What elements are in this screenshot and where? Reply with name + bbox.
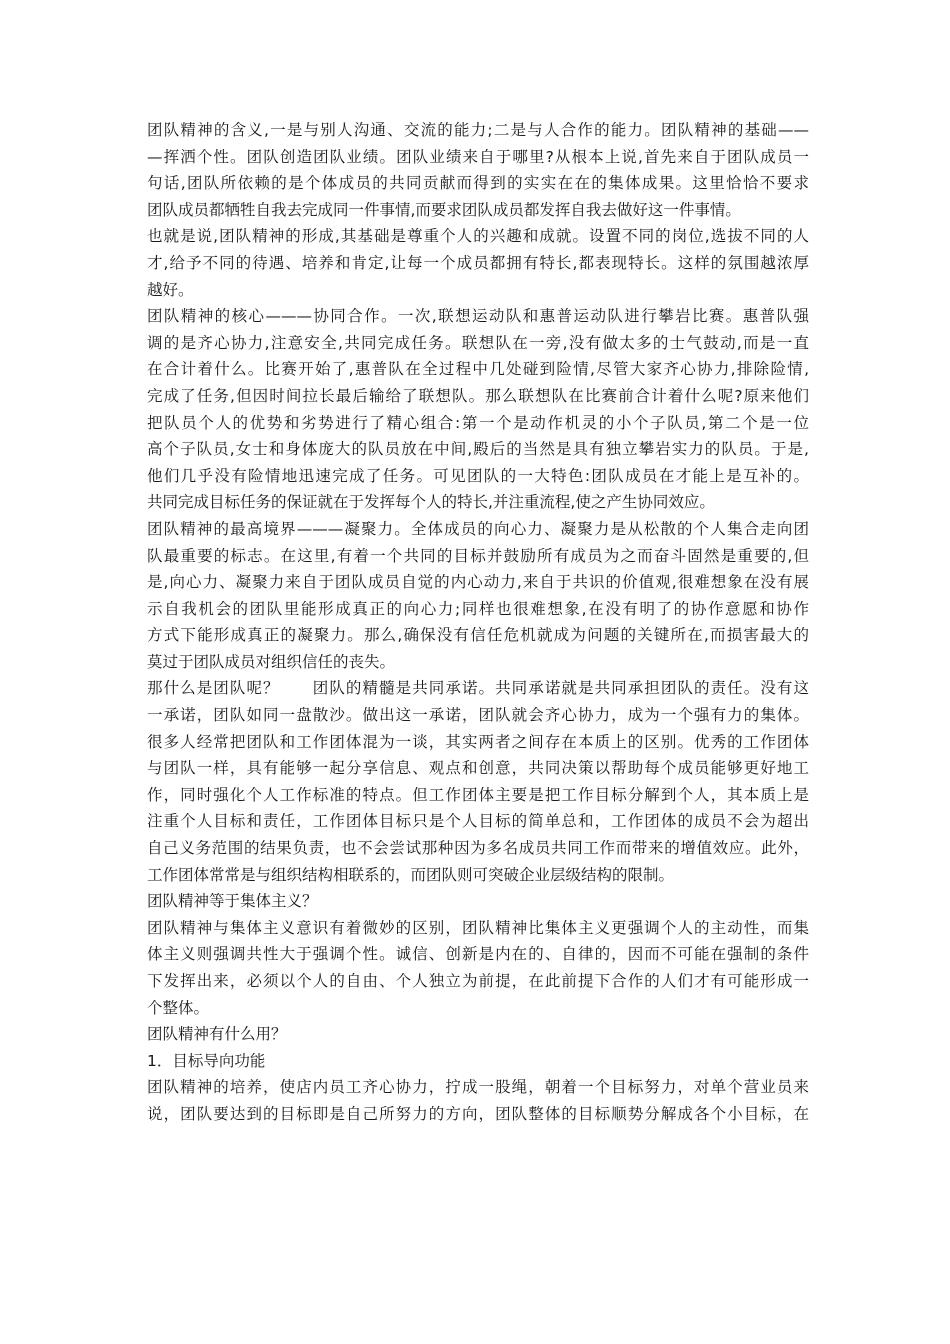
text-line: 队最重要的标志。在这里,有着一个共同的目标并鼓励所有成员为之而奋斗固然是重要的,但 — [147, 546, 809, 565]
text-line: 共同完成目标任务的保证就在于发挥每个人的特长,并注重流程,使之产生协同效应。 — [147, 493, 715, 512]
document-body — [147, 117, 809, 1128]
text-line: 一承诺，团队如同一盘散沙。做出这一承诺，团队就会齐心协力，成为一个强有力的集体。 — [147, 706, 809, 725]
text-line: 工作团体常常是与组织结构相联系的，而团队则可突破企业层级结构的限制。 — [147, 865, 675, 884]
text-line: 与团队一样，具有能够一起分享信息、观点和创意，共同决策以帮助每个成员能够更好地工 — [147, 759, 809, 778]
text-line: 调的是齐心协力,注意安全,共同完成任务。联想队在一旁,没有做太多的士气鼓动,而是一直 — [147, 333, 809, 352]
text-line: 完成了任务,但因时间拉长最后输给了联想队。那么联想队在比赛前合计着什么呢?原来他们 — [147, 386, 809, 405]
text-line: 高个子队员,女士和身体庞大的队员放在中间,殿后的当然是具有独立攀岩实力的队员。于是, — [147, 440, 809, 459]
text-line: 莫过于团队成员对组织信任的丧失。 — [147, 652, 396, 671]
text-line: 团队精神的核心———协同合作。一次,联想运动队和惠普运动队进行攀岩比赛。惠普队强 — [147, 307, 809, 326]
text-line: 作，同时强化个人工作标准的特点。但工作团体主要是把工作目标分解到个人，其本质上是 — [147, 785, 809, 804]
text-line: 在合计着什么。比赛开始了,惠普队在全过程中几处碰到险情,尽管大家齐心协力,排除险情, — [147, 360, 809, 379]
text-line: 团队精神的含义,一是与别人沟通、交流的能力;二是与人合作的能力。团队精神的基础—— — [147, 121, 809, 139]
text-line: 很多人经常把团队和工作团体混为一谈，其实两者之间存在本质上的区别。优秀的工作团体 — [147, 732, 809, 751]
text-line: 下发挥出来，必须以个人的自由、个人独立为前提，在此前提下合作的人们才有可能形成一 — [147, 972, 809, 990]
text-line: 团队成员都牺牲自我去完成同一件事情,而要求团队成员都发挥自我去做好这一件事情。 — [147, 200, 741, 219]
text-line: 团队精神的培养，使店内员工齐心协力，拧成一股绳，朝着一个目标努力，对单个营业员来 — [147, 1078, 809, 1097]
text-line: 注重个人目标和责任，工作团体目标只是个人目标的简单总和，工作团体的成员不会为超出 — [147, 812, 809, 831]
text-line: 示自我机会的团队里能形成真正的向心力;同样也很难想象,在没有明了的协作意愿和协作 — [147, 599, 809, 618]
text-line: 越好。 — [147, 280, 194, 299]
text-line: 个整体。 — [147, 998, 210, 1017]
text-line: 说，团队要达到的目标即是自己所努力的方向，团队整体的目标顺势分解成各个小目标，在 — [147, 1104, 809, 1123]
text-line: 团队精神等于集体主义？ — [147, 892, 318, 911]
text-line: 1．目标导向功能 — [147, 1051, 266, 1070]
text-line: 团队精神的最高境界———凝聚力。全体成员的向心力、凝聚力是从松散的个人集合走向团 — [147, 519, 809, 538]
text-line: 把队员个人的优势和劣势进行了精心组合:第一个是动作机灵的小个子队员,第二个是一位 — [147, 413, 809, 432]
text-line: —挥洒个性。团队创造团队业绩。团队业绩来自于哪里?从根本上说,首先来自于团队成员一 — [147, 147, 809, 166]
text-line: 方式下能形成真正的凝聚力。那么,确保没有信任危机就成为问题的关键所在,而损害最大的 — [147, 626, 809, 645]
text-line: 才,给予不同的待遇、培养和肯定,让每一个成员都拥有特长,都表现特长。这样的氛围越浓厚 — [147, 253, 809, 272]
text-line: 也就是说,团队精神的形成,其基础是尊重个人的兴趣和成就。设置不同的岗位,选拔不同的人 — [147, 227, 809, 246]
text-line: 是,向心力、凝聚力来自于团队成员自觉的内心动力,来自于共识的价值观,很难想象在没有展 — [147, 573, 809, 592]
text-line: 团队精神有什么用？ — [147, 1025, 287, 1044]
text-line: 团队精神与集体主义意识有着微妙的区别，团队精神比集体主义更强调个人的主动性，而集 — [147, 918, 809, 937]
text-line: 那什么是团队呢？ 团队的精髓是共同承诺。共同承诺就是共同承担团队的责任。没有这 — [147, 679, 809, 698]
text-line: 体主义则强调共性大于强调个性。诚信、创新是内在的、自律的，因而不可能在强制的条件 — [147, 945, 809, 964]
text-line: 他们几乎没有险情地迅速完成了任务。可见团队的一大特色:团队成员在才能上是互补的。 — [147, 466, 809, 485]
text-line: 句话,团队所依赖的是个体成员的共同贡献而得到的实实在在的集体成果。这里恰恰不要求 — [147, 174, 809, 193]
text-line: 自己义务范围的结果负责，也不会尝试那种因为多名成员共同工作而带来的增值效应。此外， — [147, 839, 809, 858]
